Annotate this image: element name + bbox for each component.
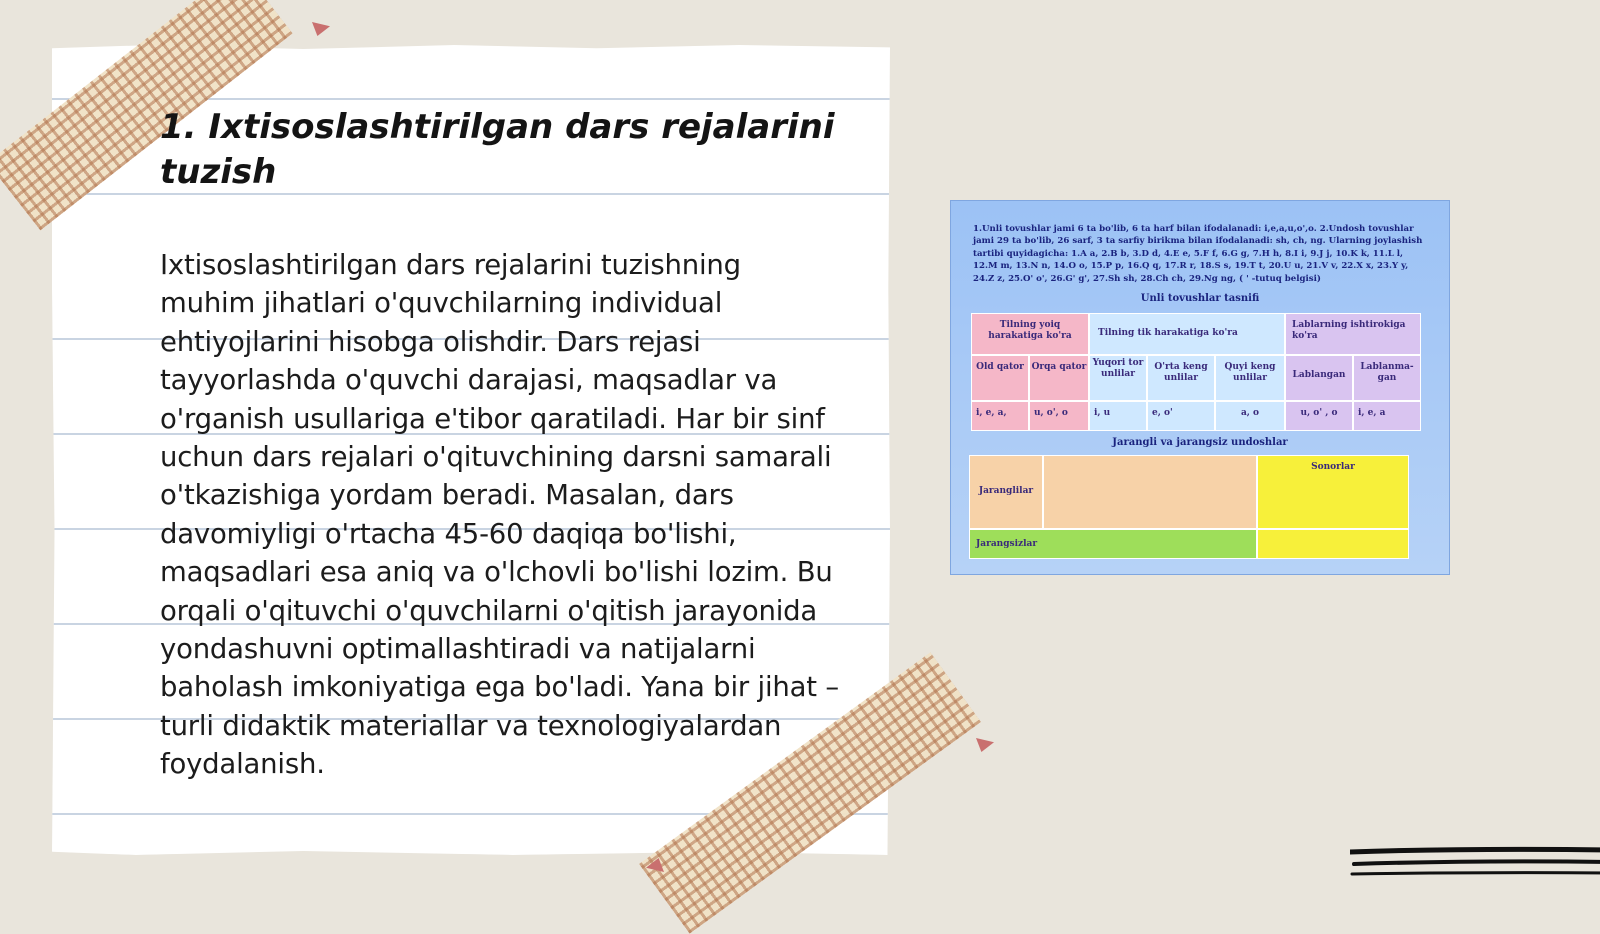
vowel-sub-7: Lablanma-gan bbox=[1353, 355, 1421, 401]
vowel-val-5: a, o bbox=[1215, 401, 1285, 431]
vowel-val-3: i, u bbox=[1089, 401, 1147, 431]
sonorants-bottom bbox=[1257, 529, 1409, 559]
vowel-sub-5: Quyi keng unlilar bbox=[1215, 355, 1285, 401]
vowel-val-1: i, e, a, bbox=[971, 401, 1029, 431]
tape-end-top-left bbox=[312, 22, 330, 36]
decorative-brush-lines bbox=[1350, 846, 1600, 886]
vowels-title: Unli tovushlar tasnifi bbox=[1140, 293, 1260, 304]
vowel-val-2: u, o', o bbox=[1029, 401, 1089, 431]
vowel-sub-6: Lablangan bbox=[1285, 355, 1353, 401]
uzbek-alphabet-chart-image bbox=[950, 200, 1450, 575]
slide-title: 1. Ixtisoslashtirilgan dars rejalarini tuzish bbox=[160, 107, 835, 192]
tape-end-bottom-right bbox=[976, 738, 994, 752]
sonorants-label: Sonorlar bbox=[1257, 455, 1409, 529]
vowel-sub-4: O'rta keng unlilar bbox=[1147, 355, 1215, 401]
voiceless-label: Jarangsizlar bbox=[969, 529, 1257, 559]
vowel-head-1: Tilning yoiq harakatiga ko'ra bbox=[971, 313, 1089, 355]
consonants-title: Jarangli va jarangsiz undoshlar bbox=[1112, 437, 1288, 448]
voiced-label: Jaranglilar bbox=[969, 455, 1043, 529]
vowel-val-7: i, e, a bbox=[1353, 401, 1421, 431]
vowel-val-6: u, o' , o bbox=[1285, 401, 1353, 431]
slide-body-text: Ixtisoslashtirilgan dars rejalarini tuzishning muhim jihatlari o'quvchilarning individual ehtiyojlarini hisobga olishdir. Dars rejasi tayyorlashda o'quvchi darajasi, maqsadlar va o'rganish usullariga e'tibor qaratiladi. Har bir sinf uchun dars rejalari o'qituvchining darsni samarali o'tkazishiga yordam beradi. Masalan, dars davomiyligi o'rtacha 45-60 daqiqa bo'lishi, maqsadlari esa aniq va o'lchovli bo'lishi lozim. Bu orqali o'qituvchi o'quvchilarni o'qitish jarayonida yondashuvni optimallashtiradi va natijalarni baholash imkoniyatiga ega bo'ladi. Yana bir jihat – turli didaktik materiallar va texnologiyalardan foydalanish. bbox=[160, 249, 839, 781]
vowel-val-4: e, o' bbox=[1147, 401, 1215, 431]
vowel-head-3: Lablarning ishtirokiga ko'ra bbox=[1285, 313, 1421, 355]
vowel-sub-3: Yuqori tor unlilar bbox=[1089, 355, 1147, 401]
vowel-sub-1: Old qator bbox=[971, 355, 1029, 401]
vowel-sub-2: Orqa qator bbox=[1029, 355, 1089, 401]
chart-intro-text: 1.Unli tovushlar jami 6 ta bo'lib, 6 ta harf bilan ifodalanadi: i,e,a,u,o',o. 2.Undosh tovushlar jami 29 ta bo'lib, 26 sarf, 3 ta sarfiy birikma bilan ifodalanadi: sh, ch, ng. Ularning joylashish tartibi quyidagicha: 1.A a, 2.B b, 3.D d, 4.E e, 5.F f, 6.G g, 7.H h, 8.I i, 9.J j, 10.K k, 11.L l, 12.M m, 13.N n, 14.O o, 15.P p, 16.Q q, 17.R r, 18.S s, 19.T t, 20.U u, 21.V v, 22.X x, 23.Y y, 24.Z z, 25.O' o', 26.G' g', 27.Sh sh, 28.Ch ch, 29.Ng ng, ( ' -tutuq belgisi) bbox=[973, 224, 1423, 284]
voiced-cells bbox=[1043, 455, 1257, 529]
vowel-head-2: Tilning tik harakatiga ko'ra bbox=[1089, 313, 1285, 355]
